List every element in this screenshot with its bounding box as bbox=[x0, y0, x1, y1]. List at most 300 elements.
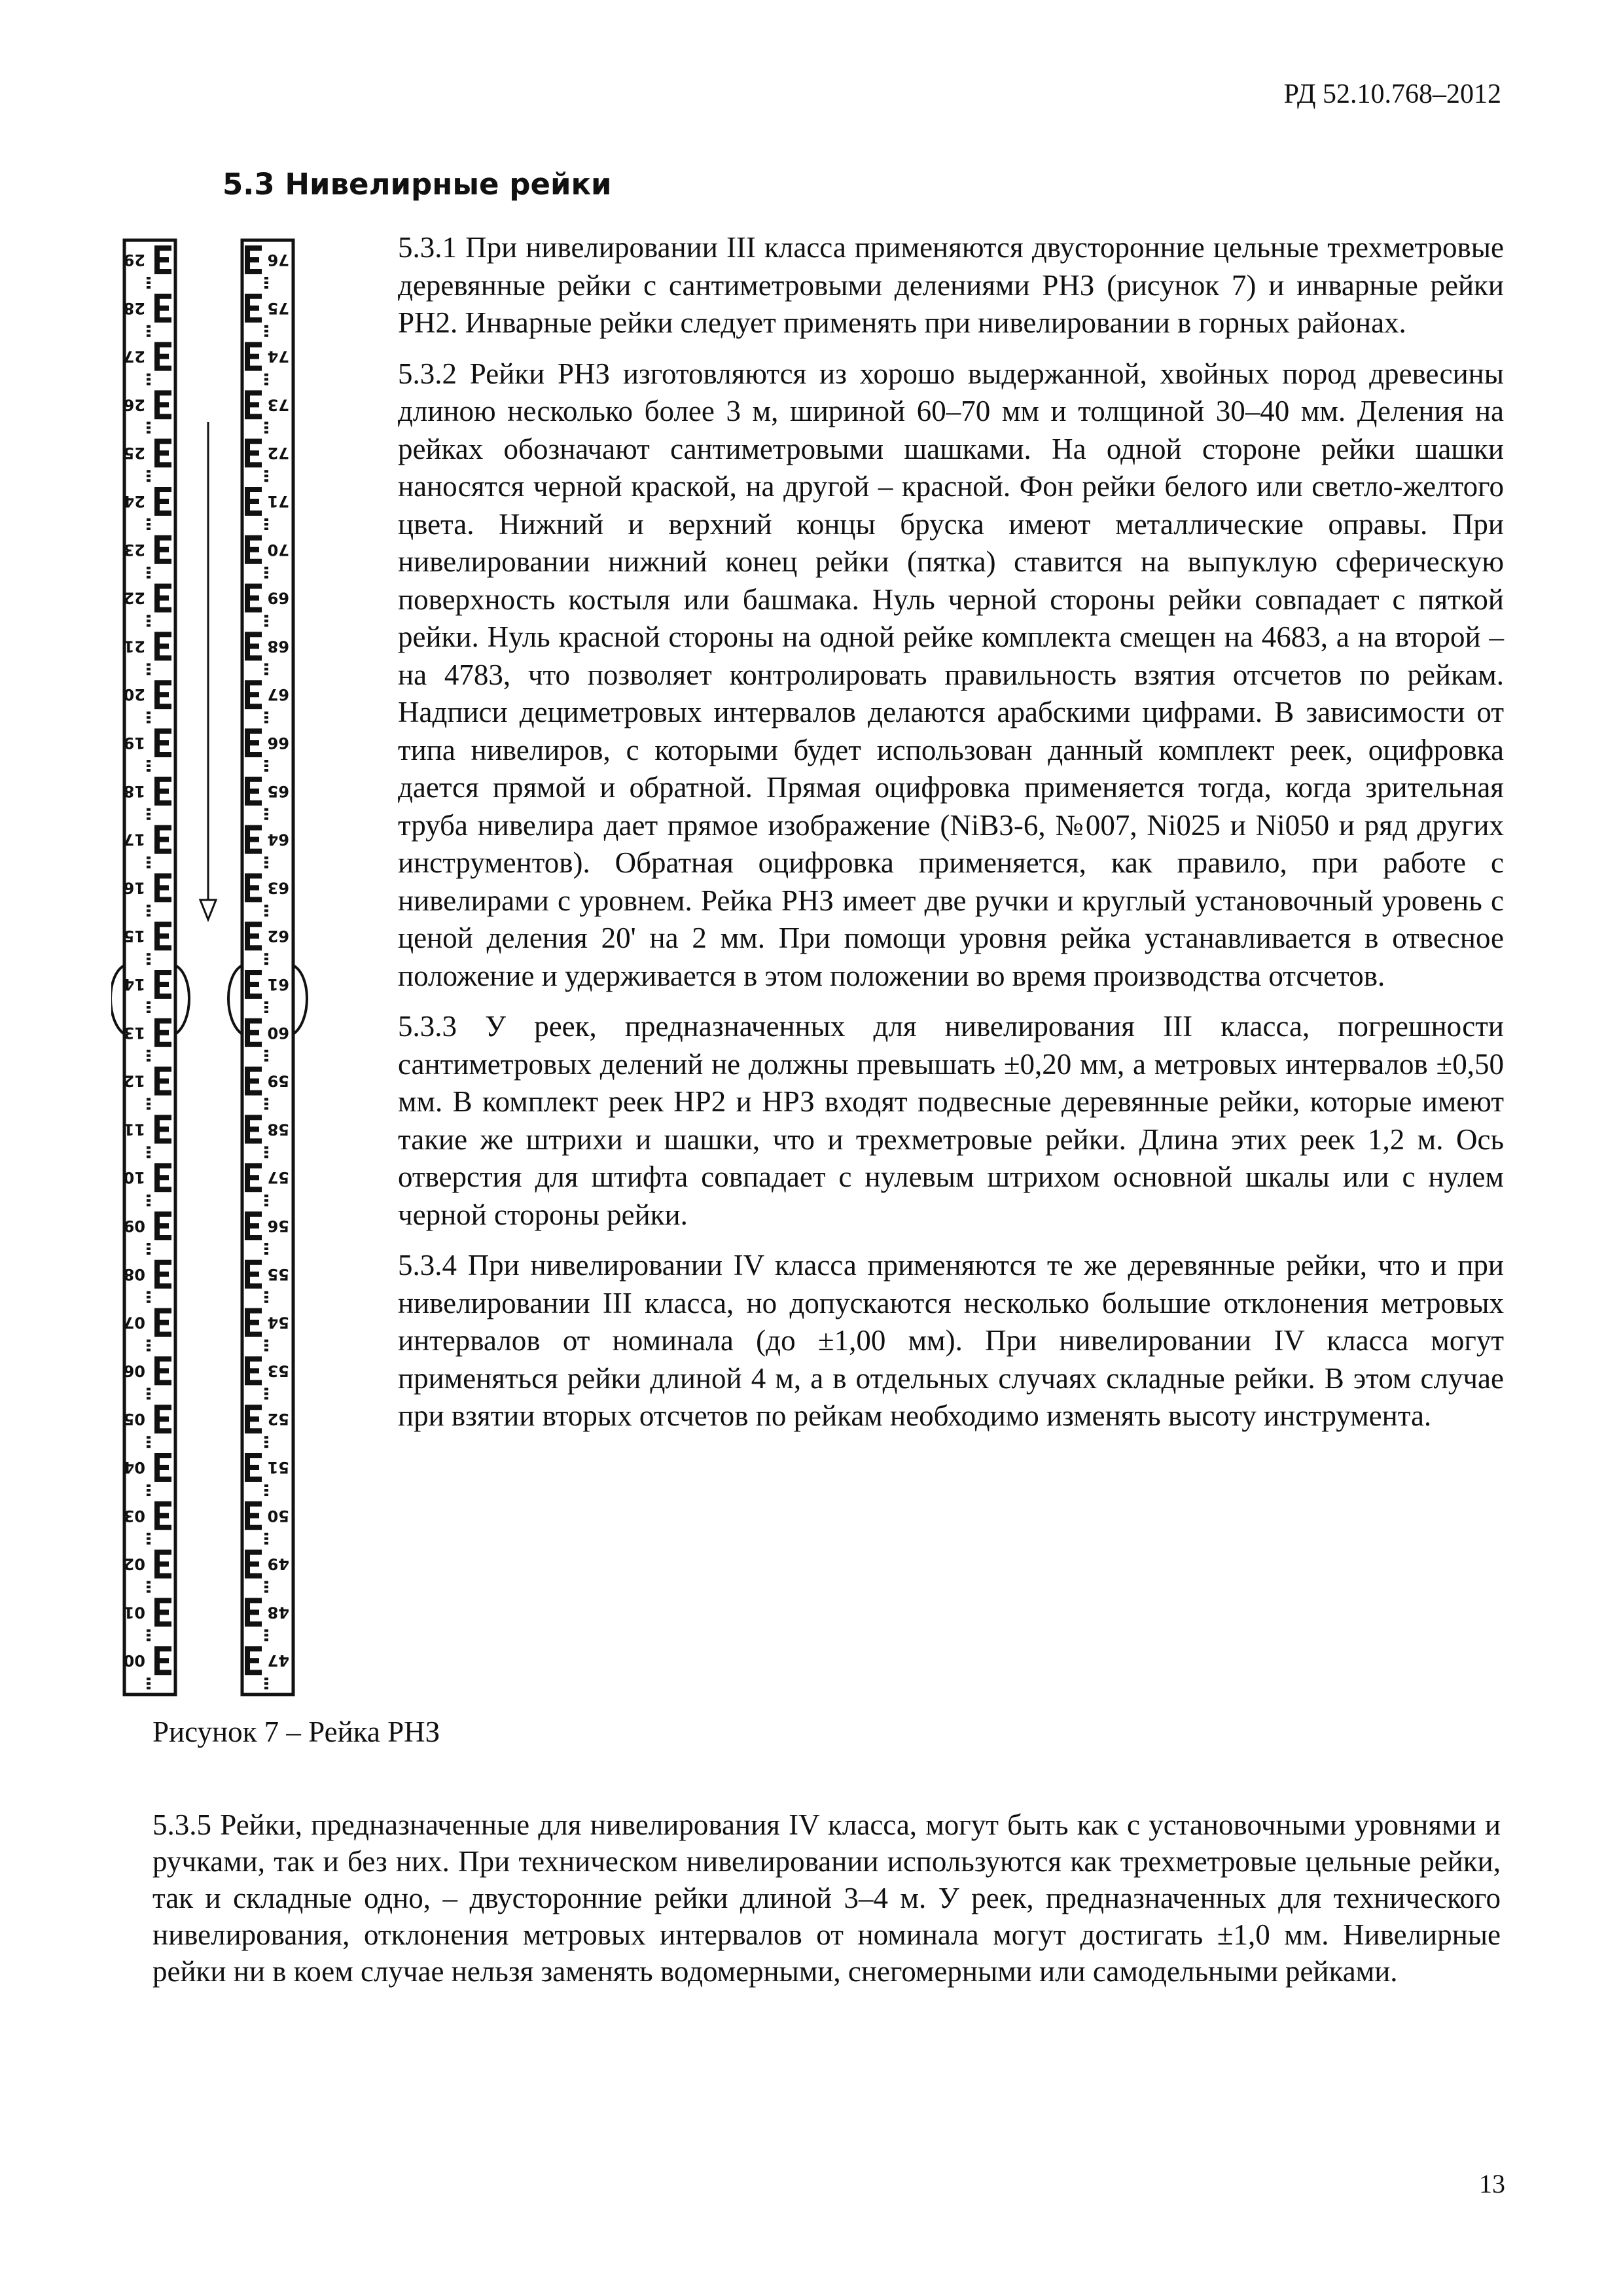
staff-label: 69 bbox=[267, 588, 289, 607]
staff-cm-dot bbox=[264, 528, 268, 530]
staff-tick-mark bbox=[154, 873, 171, 902]
staff-label: 13 bbox=[123, 1023, 145, 1042]
staff-label: 18 bbox=[123, 781, 145, 800]
staff-cm-dot bbox=[264, 905, 268, 907]
left-handle-inner bbox=[175, 965, 189, 1034]
staff-cm-dot bbox=[147, 620, 151, 622]
staff-cm-dot bbox=[264, 567, 268, 569]
staff-cm-dot bbox=[147, 325, 151, 328]
staff-cm-dot bbox=[264, 1098, 268, 1101]
staff-cm-dot bbox=[264, 1291, 268, 1294]
staff-cm-dot bbox=[147, 475, 151, 477]
staff-cm-dot bbox=[264, 470, 268, 473]
staff-tick-mark bbox=[245, 390, 262, 419]
staff-cm-dot bbox=[264, 769, 268, 772]
staff-cm-dot bbox=[147, 1388, 151, 1390]
staff-tick-mark bbox=[245, 1308, 262, 1337]
staff-cm-dot bbox=[147, 1590, 151, 1593]
staff-cm-dot bbox=[147, 958, 151, 960]
staff-cm-dot bbox=[147, 281, 151, 284]
staff-cm-dot bbox=[147, 1581, 151, 1584]
staff-cm-dot bbox=[264, 1194, 268, 1197]
staff-cm-dot bbox=[147, 1155, 151, 1158]
staff-cm-dot bbox=[264, 422, 268, 424]
staff-cm-dot bbox=[147, 1300, 151, 1303]
staff-cm-dot bbox=[264, 426, 268, 429]
staff-cm-dot bbox=[147, 1344, 151, 1347]
staff-cm-dot bbox=[264, 716, 268, 719]
staff-cm-dot bbox=[264, 857, 268, 859]
staff-cm-dot bbox=[264, 817, 268, 820]
staff-label: 10 bbox=[123, 1168, 145, 1187]
staff-label: 14 bbox=[123, 975, 145, 994]
staff-cm-dot bbox=[264, 383, 268, 386]
staff-tick-mark bbox=[154, 1018, 171, 1047]
staff-cm-dot bbox=[264, 1542, 268, 1545]
staff-cm-dot bbox=[147, 1243, 151, 1246]
staff-cm-dot bbox=[264, 1001, 268, 1004]
staff-cm-dot bbox=[147, 1252, 151, 1255]
staff-label: 23 bbox=[123, 540, 145, 559]
staff-cm-dot bbox=[147, 1291, 151, 1294]
staff-cm-dot bbox=[264, 1537, 268, 1540]
staff-label: 73 bbox=[267, 395, 289, 414]
staff-cm-dot bbox=[264, 909, 268, 912]
staff-cm-dot bbox=[147, 470, 151, 473]
staff-cm-dot bbox=[147, 672, 151, 675]
staff-label: 09 bbox=[123, 1217, 145, 1235]
staff-cm-dot bbox=[147, 1629, 151, 1632]
staff-cm-dot bbox=[147, 1059, 151, 1062]
staff-cm-dot bbox=[147, 431, 151, 433]
staff-cm-dot bbox=[264, 1340, 268, 1342]
staff-cm-dot bbox=[264, 1151, 268, 1153]
figure-caption: Рисунок 7 – Рейка РНЗ bbox=[152, 1715, 440, 1748]
staff-label: 68 bbox=[267, 637, 289, 656]
staff-tick-mark bbox=[245, 535, 262, 564]
staff-cm-dot bbox=[264, 663, 268, 666]
staff-cm-dot bbox=[147, 1489, 151, 1492]
staff-tick-mark bbox=[245, 1115, 262, 1143]
staff-label: 74 bbox=[267, 347, 289, 366]
staff-cm-dot bbox=[147, 571, 151, 574]
staff-label: 61 bbox=[267, 975, 289, 994]
staff-cm-dot bbox=[264, 1054, 268, 1057]
staff-tick-mark bbox=[245, 1453, 262, 1482]
staff-label: 20 bbox=[123, 685, 145, 704]
staff-tick-mark bbox=[245, 487, 262, 516]
staff-cm-dot bbox=[264, 672, 268, 675]
staff-cm-dot bbox=[147, 277, 151, 279]
staff-cm-dot bbox=[147, 330, 151, 332]
staff-tick-mark bbox=[245, 342, 262, 371]
staff-cm-dot bbox=[147, 953, 151, 956]
staff-cm-dot bbox=[147, 1677, 151, 1680]
staff-cm-dot bbox=[147, 905, 151, 907]
right-handle-outer bbox=[293, 965, 307, 1034]
staff-tick-mark bbox=[154, 584, 171, 613]
staff-label: 05 bbox=[123, 1410, 145, 1429]
staff-cm-dot bbox=[264, 325, 268, 328]
staff-label: 48 bbox=[267, 1603, 289, 1622]
staff-tick-mark bbox=[245, 439, 262, 467]
staff-cm-dot bbox=[147, 567, 151, 569]
staff-tick-mark bbox=[154, 245, 171, 274]
staff-cm-dot bbox=[264, 523, 268, 526]
staff-cm-dot bbox=[264, 1155, 268, 1158]
staff-cm-dot bbox=[264, 1146, 268, 1149]
staff-tick-mark bbox=[245, 245, 262, 274]
staff-cm-dot bbox=[147, 668, 151, 670]
staff-cm-dot bbox=[147, 1103, 151, 1105]
staff-cm-dot bbox=[147, 286, 151, 289]
staff-label: 21 bbox=[123, 637, 145, 656]
staff-label: 12 bbox=[123, 1071, 145, 1090]
staff-cm-dot bbox=[264, 431, 268, 433]
staff-cm-dot bbox=[147, 1441, 151, 1443]
paragraph-5-3-1: 5.3.1 При нивелировании III класса применяются двусторонние цельные трехметровые деревянные рейки с сантиметровыми делениями РНЗ (рисунок 7) и инварные рейки РН2. Инварные рейки следует применять при нивелировании в горных районах. bbox=[398, 231, 1504, 339]
staff-label: 55 bbox=[267, 1265, 289, 1283]
staff-cm-dot bbox=[147, 378, 151, 381]
staff-label: 29 bbox=[123, 251, 145, 269]
staff-label: 64 bbox=[267, 830, 289, 849]
staff-cm-dot bbox=[264, 668, 268, 670]
level-vial bbox=[200, 900, 216, 920]
staff-cm-dot bbox=[264, 479, 268, 482]
staff-label: 76 bbox=[267, 251, 289, 269]
staff-cm-dot bbox=[147, 1687, 151, 1689]
staff-tick-mark bbox=[245, 922, 262, 950]
staff-cm-dot bbox=[264, 1199, 268, 1202]
staff-tick-mark bbox=[245, 1163, 262, 1192]
staff-cm-dot bbox=[147, 909, 151, 912]
staff-tick-mark bbox=[154, 1260, 171, 1289]
staff-cm-dot bbox=[147, 1204, 151, 1206]
staff-cm-dot bbox=[264, 1638, 268, 1641]
staff-tick-mark bbox=[245, 1260, 262, 1289]
staff-label: 75 bbox=[267, 298, 289, 317]
staff-label: 01 bbox=[123, 1603, 145, 1622]
document-code: РД 52.10.768–2012 bbox=[1283, 79, 1501, 109]
staff-tick-mark bbox=[245, 970, 262, 999]
staff-cm-dot bbox=[147, 479, 151, 482]
staff-cm-dot bbox=[264, 1441, 268, 1443]
staff-label: 57 bbox=[267, 1168, 289, 1187]
staff-cm-dot bbox=[264, 1484, 268, 1487]
staff-cm-dot bbox=[147, 813, 151, 816]
staff-tick-mark bbox=[245, 1356, 262, 1385]
staff-tick-mark bbox=[154, 342, 171, 371]
paragraph-5-3-5: 5.3.5 Рейки, предназначенные для нивелирования IV класса, могут быть как с установочными уровнями и ручками, так и без них. При техническом нивелировании используются как трехметровые цельные рейки, так и складные одно, – двусторонние рейки длиной 3–4 м. У реек, предназначенных для технического нивелирования, отклонения метровых интервалов от номинала могут достигать ±1,0 мм. Нивелирные рейки ни в коем случае нельзя заменять водомерными, снегомерными или самодельными рейками. bbox=[152, 1808, 1501, 1988]
staff-cm-dot bbox=[264, 1489, 268, 1492]
staff-tick-mark bbox=[245, 1646, 262, 1675]
staff-cm-dot bbox=[147, 1682, 151, 1685]
staff-cm-dot bbox=[264, 1107, 268, 1110]
staff-cm-dot bbox=[147, 1296, 151, 1299]
staff-tick-mark bbox=[245, 1550, 262, 1579]
staff-cm-dot bbox=[264, 576, 268, 579]
staff-label: 08 bbox=[123, 1265, 145, 1283]
staff-cm-dot bbox=[264, 764, 268, 767]
staff-cm-dot bbox=[147, 769, 151, 772]
staff-tick-mark bbox=[154, 970, 171, 999]
staff-tick-mark bbox=[154, 1115, 171, 1143]
staff-cm-dot bbox=[264, 953, 268, 956]
staff-tick-mark bbox=[245, 777, 262, 806]
staff-label: 00 bbox=[123, 1651, 145, 1670]
staff-cm-dot bbox=[264, 1445, 268, 1448]
staff-label: 60 bbox=[267, 1023, 289, 1042]
staff-cm-dot bbox=[264, 1204, 268, 1206]
staff-label: 63 bbox=[267, 878, 289, 897]
staff-label: 70 bbox=[267, 540, 289, 559]
staff-cm-dot bbox=[147, 1194, 151, 1197]
staff-label: 56 bbox=[267, 1217, 289, 1235]
staff-label: 07 bbox=[123, 1313, 145, 1332]
staff-cm-dot bbox=[147, 663, 151, 666]
staff-tick-mark bbox=[154, 825, 171, 854]
staff-cm-dot bbox=[147, 1436, 151, 1439]
staff-cm-dot bbox=[264, 334, 268, 337]
staff-cm-dot bbox=[147, 1247, 151, 1250]
staff-cm-dot bbox=[264, 1252, 268, 1255]
staff-cm-dot bbox=[147, 383, 151, 386]
staff-tick-mark bbox=[245, 728, 262, 757]
staff-label: 06 bbox=[123, 1361, 145, 1380]
staff-tick-mark bbox=[245, 1211, 262, 1240]
staff-cm-dot bbox=[264, 1397, 268, 1399]
staff-tick-mark bbox=[245, 1405, 262, 1433]
staff-tick-mark bbox=[154, 1646, 171, 1675]
staff-cm-dot bbox=[147, 1586, 151, 1588]
paragraph-5-3-2: 5.3.2 Рейки РНЗ изготовляются из хорошо выдержанной, хвойных пород древесины длиною несколько более 3 м, шириной 60–70 мм и толщиной 30–40 мм. Деления на рейках обозначают сантиметровыми шашками. На одной стороне рейки шашки наносятся черной краской, на другой – красной. Фон рейки белого или светло-желтого цвета. Нижний и верхний концы бруска имеют металлические оправы. При нивелировании нижний конец рейки (пятка) ставится на выпуклую сферическую поверхность костыля или башмака. Нуль черной стороны рейки совпадает с пяткой рейки. Нуль красной стороны на одной рейке комплекта смещен на 4683, а на второй – на 4783, что позволяет контролировать правильность взятия отсчетов по рейкам. Надписи дециметровых интервалов делаются арабскими цифрами. В зависимости от типа нивелиров, с которыми будет использован данный комплект реек, оцифровка дается прямой и обратной. Прямая оцифровка применяется тогда, когда зрительная труба нивелира дает прямое изображение (NiB3-6, №007, Ni025 и Ni050 и ряд других инструментов). Обратная оцифровка применяется, как правило, при работе с нивелирами с уровнем. Рейка РНЗ имеет две ручки и круглый установочный уровень с ценой деления 20' на 2 мм. При помощи уровня рейка устанавливается в отвесное положение и удерживается в этом положении во время производства отсчетов. bbox=[398, 357, 1504, 992]
staff-tick-mark bbox=[245, 584, 262, 613]
staff-tick-mark bbox=[154, 390, 171, 419]
staff-cm-dot bbox=[264, 1677, 268, 1680]
staff-cm-dot bbox=[147, 1340, 151, 1342]
paragraph-5-3-3: 5.3.3 У реек, предназначенных для нивелирования III класса, погрешности сантиметровых делений не должны превышать ±0,20 мм, а метровых интервалов ±0,50 мм. В комплект реек НР2 и НРЗ входят подвесные деревянные рейки, которые имеют такие же штрихи и шашки, что и трехметровые рейки. Длина этих реек 1,2 м. Ось отверстия для штифта совпадает с нулевым штрихом основной шкалы или с нулем черной стороны рейки. bbox=[398, 1010, 1504, 1231]
staff-cm-dot bbox=[264, 475, 268, 477]
staff-cm-dot bbox=[147, 615, 151, 618]
staff-cm-dot bbox=[264, 1687, 268, 1689]
staff-tick-mark bbox=[245, 632, 262, 660]
staff-cm-dot bbox=[147, 1054, 151, 1057]
staff-cm-dot bbox=[264, 1586, 268, 1588]
staff-cm-dot bbox=[147, 422, 151, 424]
staff-cm-dot bbox=[147, 1011, 151, 1013]
staff-label: 11 bbox=[123, 1120, 145, 1139]
staff-tick-mark bbox=[154, 1453, 171, 1482]
staff-cm-dot bbox=[147, 808, 151, 811]
staff-cm-dot bbox=[147, 1634, 151, 1636]
staff-cm-dot bbox=[264, 1682, 268, 1685]
staff-label: 53 bbox=[267, 1361, 289, 1380]
staff-cm-dot bbox=[147, 764, 151, 767]
staff-cm-dot bbox=[264, 330, 268, 332]
staff-cm-dot bbox=[264, 1581, 268, 1584]
staff-cm-dot bbox=[147, 1098, 151, 1101]
staff-tick-mark bbox=[154, 777, 171, 806]
staff-cm-dot bbox=[264, 1533, 268, 1535]
staff-cm-dot bbox=[147, 721, 151, 723]
staff-cm-dot bbox=[147, 523, 151, 526]
staff-tick-mark bbox=[154, 487, 171, 516]
staff-cm-dot bbox=[147, 1638, 151, 1641]
staff-cm-dot bbox=[147, 1392, 151, 1395]
staff-label: 47 bbox=[267, 1651, 289, 1670]
staff-cm-dot bbox=[264, 721, 268, 723]
staff-cm-dot bbox=[147, 1001, 151, 1004]
staff-tick-mark bbox=[154, 1211, 171, 1240]
staff-label: 26 bbox=[123, 395, 145, 414]
staff-cm-dot bbox=[147, 528, 151, 530]
staff-cm-dot bbox=[264, 1634, 268, 1636]
staff-tick-mark bbox=[154, 1356, 171, 1385]
staff-label: 17 bbox=[123, 830, 145, 849]
leveling-staff-drawing bbox=[111, 232, 327, 1702]
staff-cm-dot bbox=[147, 1533, 151, 1535]
staff-cm-dot bbox=[264, 1296, 268, 1299]
staff-cm-dot bbox=[264, 866, 268, 869]
staff-tick-mark bbox=[245, 680, 262, 709]
left-handle bbox=[111, 965, 124, 1034]
staff-cm-dot bbox=[264, 914, 268, 916]
staff-cm-dot bbox=[264, 286, 268, 289]
staff-cm-dot bbox=[147, 1199, 151, 1202]
staff-cm-dot bbox=[147, 1542, 151, 1545]
staff-tick-mark bbox=[154, 1501, 171, 1530]
staff-label: 19 bbox=[123, 734, 145, 752]
staff-cm-dot bbox=[147, 817, 151, 820]
staff-cm-dot bbox=[147, 1006, 151, 1009]
staff-label: 24 bbox=[123, 492, 145, 511]
staff-cm-dot bbox=[147, 1445, 151, 1448]
staff-label: 66 bbox=[267, 734, 289, 752]
staff-cm-dot bbox=[264, 277, 268, 279]
staff-tick-mark bbox=[245, 825, 262, 854]
staff-cm-dot bbox=[264, 1300, 268, 1303]
staff-label: 50 bbox=[267, 1506, 289, 1525]
staff-label: 59 bbox=[267, 1071, 289, 1090]
staff-cm-dot bbox=[264, 1629, 268, 1632]
staff-cm-dot bbox=[147, 861, 151, 864]
staff-label: 28 bbox=[123, 298, 145, 317]
staff-tick-mark bbox=[154, 1598, 171, 1626]
staff-cm-dot bbox=[147, 1484, 151, 1487]
staff-tick-mark bbox=[154, 680, 171, 709]
staff-cm-dot bbox=[147, 1151, 151, 1153]
staff-cm-dot bbox=[264, 861, 268, 864]
staff-cm-dot bbox=[264, 1436, 268, 1439]
staff-cm-dot bbox=[147, 760, 151, 762]
staff-label: 52 bbox=[267, 1410, 289, 1429]
staff-cm-dot bbox=[147, 962, 151, 965]
staff-tick-mark bbox=[245, 1501, 262, 1530]
staff-tick-mark bbox=[245, 1067, 262, 1096]
staff-cm-dot bbox=[147, 1397, 151, 1399]
staff-label: 54 bbox=[267, 1313, 289, 1332]
staff-cm-dot bbox=[264, 624, 268, 627]
staff-cm-dot bbox=[264, 962, 268, 965]
staff-cm-dot bbox=[264, 620, 268, 622]
staff-cm-dot bbox=[264, 374, 268, 376]
staff-label: 15 bbox=[123, 927, 145, 946]
staff-cm-dot bbox=[264, 1059, 268, 1062]
staff-cm-dot bbox=[147, 1050, 151, 1052]
staff-cm-dot bbox=[264, 281, 268, 284]
staff-cm-dot bbox=[264, 1050, 268, 1052]
staff-tick-mark bbox=[154, 439, 171, 467]
staff-cm-dot bbox=[264, 1006, 268, 1009]
main-text-column bbox=[398, 229, 1504, 1448]
page-number: 13 bbox=[1479, 2169, 1505, 2198]
staff-tick-mark bbox=[154, 294, 171, 323]
staff-cm-dot bbox=[147, 716, 151, 719]
staff-cm-dot bbox=[147, 1107, 151, 1110]
staff-cm-dot bbox=[264, 1388, 268, 1390]
staff-cm-dot bbox=[264, 518, 268, 521]
staff-label: 67 bbox=[267, 685, 289, 704]
staff-tick-mark bbox=[154, 728, 171, 757]
staff-tick-mark bbox=[154, 535, 171, 564]
staff-label: 03 bbox=[123, 1506, 145, 1525]
staff-cm-dot bbox=[264, 378, 268, 381]
staff-cm-dot bbox=[264, 1243, 268, 1246]
staff-cm-dot bbox=[147, 334, 151, 337]
staff-cm-dot bbox=[264, 1103, 268, 1105]
leveling-staff-figure bbox=[111, 232, 327, 1702]
staff-tick-mark bbox=[245, 1018, 262, 1047]
staff-tick-mark bbox=[245, 873, 262, 902]
staff-cm-dot bbox=[264, 1344, 268, 1347]
staff-cm-dot bbox=[147, 518, 151, 521]
staff-label: 62 bbox=[267, 927, 289, 946]
staff-cm-dot bbox=[147, 1146, 151, 1149]
staff-cm-dot bbox=[264, 813, 268, 816]
staff-cm-dot bbox=[147, 711, 151, 714]
staff-cm-dot bbox=[264, 1392, 268, 1395]
section-heading: 5.3 Нивелирные рейки bbox=[223, 167, 612, 202]
staff-label: 22 bbox=[123, 588, 145, 607]
staff-cm-dot bbox=[264, 1247, 268, 1250]
staff-tick-mark bbox=[154, 1405, 171, 1433]
staff-label: 51 bbox=[267, 1458, 289, 1477]
staff-label: 72 bbox=[267, 444, 289, 463]
staff-cm-dot bbox=[264, 1590, 268, 1593]
staff-cm-dot bbox=[264, 760, 268, 762]
staff-label: 16 bbox=[123, 878, 145, 897]
staff-cm-dot bbox=[264, 711, 268, 714]
staff-cm-dot bbox=[264, 808, 268, 811]
staff-label: 27 bbox=[123, 347, 145, 366]
staff-cm-dot bbox=[147, 857, 151, 859]
staff-label: 65 bbox=[267, 781, 289, 800]
staff-tick-mark bbox=[154, 632, 171, 660]
right-handle bbox=[228, 965, 242, 1034]
staff-tick-mark bbox=[245, 1598, 262, 1626]
staff-cm-dot bbox=[147, 374, 151, 376]
staff-tick-mark bbox=[154, 1550, 171, 1579]
staff-cm-dot bbox=[147, 624, 151, 627]
staff-cm-dot bbox=[264, 1349, 268, 1352]
staff-tick-mark bbox=[245, 294, 262, 323]
staff-cm-dot bbox=[264, 1011, 268, 1013]
staff-cm-dot bbox=[264, 958, 268, 960]
staff-label: 49 bbox=[267, 1554, 289, 1573]
staff-cm-dot bbox=[147, 576, 151, 579]
staff-tick-mark bbox=[154, 1067, 171, 1096]
paragraph-5-3-4: 5.3.4 При нивелировании IV класса применяются те же деревянные рейки, что и при нивелировании III класса, но допускаются несколько большие отклонения метровых интервалов от номинала (до ±1,00 мм). При нивелировании IV класса могут применяться рейки длиной 4 м, а в отдельных случаях складные рейки. В этом случае при взятии вторых отсчетов по рейкам необходимо изменять высоту инструмента. bbox=[398, 1249, 1504, 1432]
